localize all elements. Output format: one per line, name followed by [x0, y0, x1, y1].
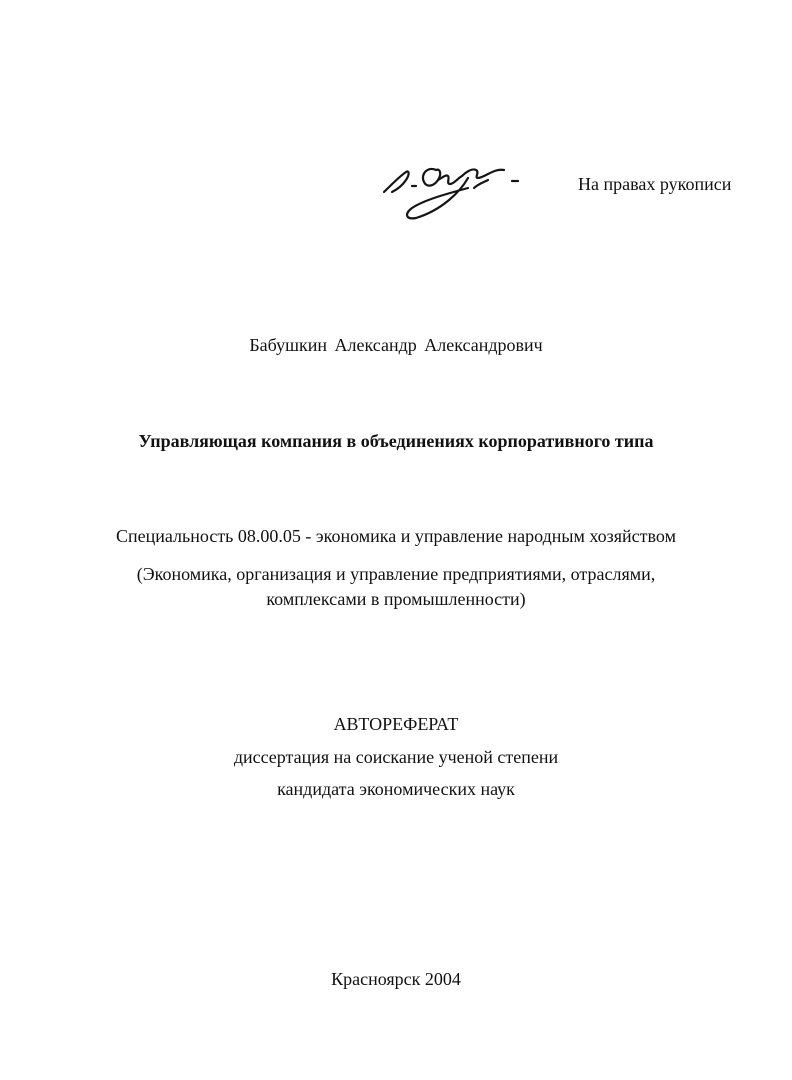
author-name: Бабушкин Александр Александрович: [249, 335, 543, 355]
city-year: Красноярск 2004: [331, 969, 461, 989]
specialty-line: Специальность 08.00.05 - экономика и управление народным хозяйством: [116, 526, 676, 546]
abstract-degree-line1: диссертация на соискание ученой степени: [233, 747, 559, 767]
specialty-detail-line2: комплексами в промышленности): [266, 589, 526, 609]
abstract-label: АВТОРЕФЕРАТ: [333, 714, 459, 734]
manuscript-rights-note: На правах рукописи: [578, 174, 732, 194]
specialty-detail-line1: (Экономика, организация и управление предприятиями, отраслями,: [136, 564, 656, 584]
thesis-title: Управляющая компания в объединениях корпоративного типа: [138, 431, 654, 451]
abstract-degree-line2: кандидата экономических наук: [277, 779, 515, 799]
handwritten-signature: [376, 148, 536, 228]
